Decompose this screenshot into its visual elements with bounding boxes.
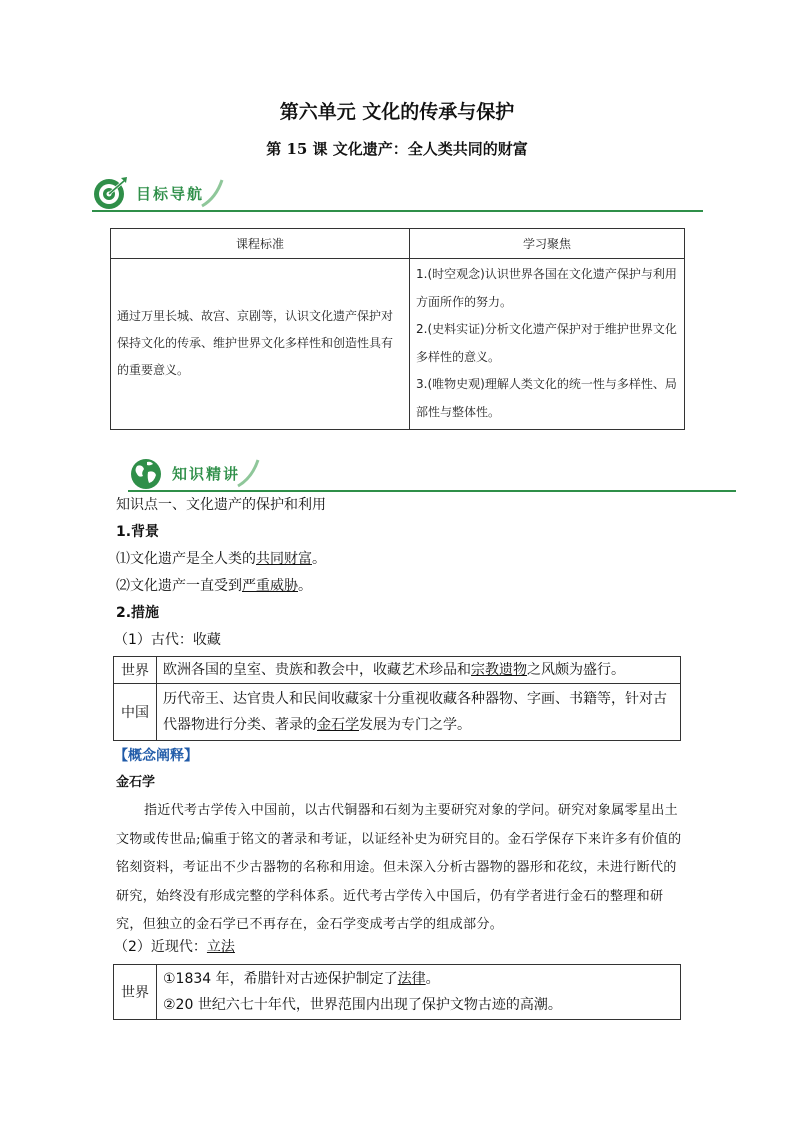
concept-term: 金石学	[116, 775, 156, 790]
course-standard-cell: 通过万里长城、故宫、京剧等，认识文化遗产保护对保持文化的传承、维护世界文化多样性和创造性具有的重要意义。	[111, 259, 410, 430]
knowledge-point-title: 知识点一、文化遗产的保护和利用	[116, 497, 326, 513]
goals-table	[110, 228, 685, 430]
china-collection-text: 历代帝王、达官贵人和民间收藏家十分重视收藏各种器物、字画、书籍等，针对古 代器物进行分类、著录的金石学发展为专门之学。	[157, 684, 681, 741]
lesson-title: 第 15 课 文化遗产：全人类共同的财富	[266, 140, 528, 158]
modern-subtitle: （2）近现代：立法	[114, 939, 235, 955]
focus-item: 3.(唯物史观)理解人类文化的统一性与多样性、局部性与整体性。	[416, 377, 677, 419]
ancient-subtitle: （1）古代：收藏	[114, 632, 221, 648]
world-collection-text: 欧洲各国的皇室、贵族和教会中，收藏艺术珍品和宗教遗物之风颇为盛行。	[157, 657, 681, 684]
concept-heading: 【概念阐释】	[114, 748, 198, 764]
goal-nav-banner	[92, 176, 703, 212]
learning-focus-cell	[410, 259, 685, 430]
background-item-1: ⑴文化遗产是全人类的共同财富。	[116, 551, 326, 567]
banner-label: 知识精讲	[172, 465, 241, 483]
focus-item: 2.(史料实证)分析文化遗产保护对于维护世界文化多样性的意义。	[416, 322, 677, 364]
goals-header-focus: 学习聚焦	[410, 229, 685, 259]
world-legislation-text: ①1834 年，希腊针对古迹保护制定了法律。 ②20 世纪六七十年代，世界范围内出现了保护文物古迹的高潮。	[157, 965, 681, 1020]
row-label-china: 中国	[114, 684, 157, 741]
goals-header-standard: 课程标准	[111, 229, 410, 259]
section-background-title: 1.背景	[116, 524, 160, 540]
swoosh-decoration	[200, 178, 230, 208]
banner-underline	[128, 490, 736, 492]
focus-item: 1.(时空观念)认识世界各国在文化遗产保护与利用方面所作的努力。	[416, 267, 677, 309]
modern-table	[113, 964, 681, 1020]
banner-label: 目标导航	[136, 185, 205, 203]
ancient-table	[113, 656, 681, 741]
target-icon	[92, 176, 128, 212]
knowledge-banner	[128, 456, 736, 492]
unit-title: 第六单元 文化的传承与保护	[279, 101, 515, 123]
concept-paragraph: 指近代考古学传入中国前，以古代铜器和石刻为主要研究对象的学问。研究对象属零星出土文物或传世品;偏重于铭文的著录和考证，以证经补史为研究目的。金石学保存下来许多有价值的铭刻资料，考证出不少古器物的名称和用途。但未深入分析古器物的器形和花纹，未进行断代的研究，始终没有形成完整的学科体系。近代考古学传入中国后，仍有学者进行金石的整理和研究，但独立的金石学已不再存在，金石学变成考古学的组成部分。	[116, 803, 682, 932]
section-measures-title: 2.措施	[116, 605, 160, 621]
background-item-2: ⑵文化遗产一直受到严重威胁。	[116, 578, 312, 594]
row-label-world: 世界	[114, 965, 157, 1020]
globe-icon	[128, 456, 164, 492]
swoosh-decoration	[236, 458, 266, 488]
row-label-world: 世界	[114, 657, 157, 684]
banner-underline	[92, 210, 703, 212]
